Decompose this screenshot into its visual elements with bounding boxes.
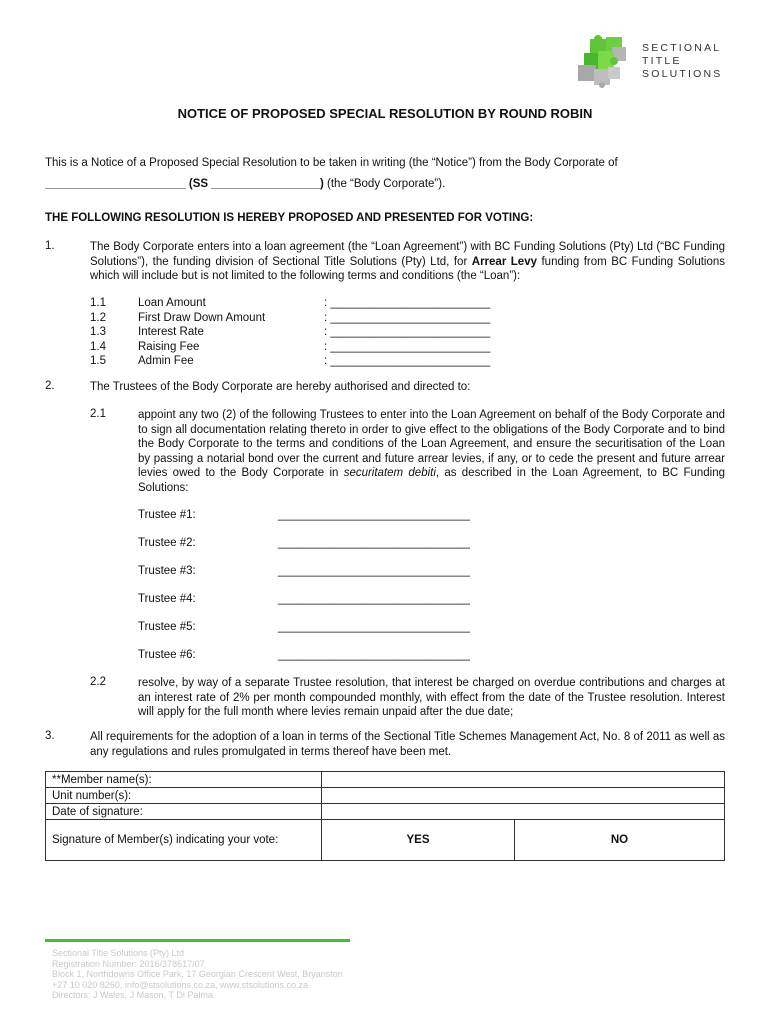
trustee-row: Trustee #4: ______________________________ [138,593,470,605]
item-2-1-text: appoint any two (2) of the following Trustees to enter into the Loan Agreement on behalf of the Body Corporate and to sign all documentation relating thereto in order to give effect to the obligations of the Body Corporate and to bind the Body Corporate to the terms and conditions of the Loan Agreement, and ensure the securitisation of the Loan by passing a notarial bond over the current and future arrear levies, if any, or to cede the present and future arrear levies owed to the Body Corporate in securitatem debiti, as described in the Loan Agreement, to BC Funding Solutions: [138,409,726,494]
loan-term-row: 1.1 Loan Amount : _________________________ [90,297,491,309]
footer-line: Registration Number: 2016/378617/07 [52,958,205,969]
page-title: NOTICE OF PROPOSED SPECIAL RESOLUTION BY ROUND ROBIN [177,106,593,121]
securitatem-debiti-italic: securitatem debiti [343,467,436,479]
loan-term-row: 1.5 Admin Fee : _________________________ [90,355,491,367]
vote-no-cell[interactable]: NO [515,820,725,861]
intro-line-2-tail: (the “Body Corporate”). [323,177,446,190]
item-2-text: The Trustees of the Body Corporate are hereby authorised and directed to: [90,381,471,393]
trustee-3-field[interactable]: ______________________________ [278,565,470,577]
trustee-row: Trustee #2: ______________________________ [138,537,470,549]
item-1-text: The Body Corporate enters into a loan agreement (the “Loan Agreement”) with BC Funding Solutions (Pty) Ltd (“BC Funding Solutions”), the funding division of Sectional Title Solutions (Pty) Ltd, for Arrear Levy funding from BC Funding Solutions which will include but is not limited to the following terms and conditions (the “Loan”): [90,241,726,282]
trustee-6-field[interactable]: ______________________________ [278,649,470,661]
item-2-number: 2. [45,380,55,392]
item-2-2-number: 2.2 [90,676,106,688]
trustee-row: Trustee #5: ______________________________ [138,621,470,633]
loan-term-row: 1.3 Interest Rate : _________________________ [90,326,491,338]
trustee-2-field[interactable]: ______________________________ [278,537,470,549]
interest-rate-field[interactable]: : _________________________ [324,326,491,338]
logo-wordmark [642,42,722,81]
member-vote-table [45,771,725,861]
resolution-heading: THE FOLLOWING RESOLUTION IS HEREBY PROPOSED AND PRESENTED FOR VOTING: [45,212,534,224]
trustee-row: Trustee #6: ______________________________ [138,649,470,661]
admin-fee-field[interactable]: : _________________________ [324,355,491,367]
logo-line-3: SOLUTIONS [642,68,723,80]
member-names-input[interactable] [322,772,725,788]
footer-divider [45,939,350,942]
member-names-label: **Member name(s): [46,772,322,788]
first-draw-down-field[interactable]: : _________________________ [324,311,491,324]
loan-term-row: 1.4 Raising Fee : _________________________ [90,340,491,353]
item-3-number: 3. [45,730,55,742]
logo-line-2: TITLE [642,55,682,67]
logo-puzzle-icon [576,35,632,89]
unit-numbers-input[interactable] [322,788,725,804]
trustee-1-field[interactable]: ______________________________ [278,509,470,521]
loan-amount-field[interactable]: : _________________________ [324,297,491,309]
unit-numbers-label: Unit number(s): [46,788,322,804]
date-of-signature-label: Date of signature: [46,804,322,820]
vote-yes-cell[interactable]: YES [322,820,515,861]
footer-line: Block 1, Northdowns Office Park, 17 Georgian Crescent West, Bryanston [52,969,343,979]
signature-label: Signature of Member(s) indicating your vote: [46,820,322,861]
body-corporate-blank[interactable]: ______________________ (SS _________________) [45,177,324,190]
footer-line: Sectional Title Solutions (Pty) Ltd [52,948,185,958]
trustee-row: Trustee #3: ______________________________ [138,565,470,577]
intro-line-1: This is a Notice of a Proposed Special Resolution to be taken in writing (the “Notice”) from the Body Corporate of [45,157,618,169]
arrear-levy-bold: Arrear Levy [471,255,537,268]
intro-paragraph [45,156,725,191]
trustee-row: Trustee #1: ______________________________ [138,509,470,521]
raising-fee-field[interactable]: : _________________________ [324,340,491,353]
footer-company-details [52,948,343,1001]
item-1-number: 1. [45,240,55,252]
date-of-signature-input[interactable] [322,804,725,820]
footer-line: Directors: J Wales, J Mason, T Di Palma [52,990,213,1000]
loan-term-row: 1.2 First Draw Down Amount : _________________________ [90,311,491,324]
footer-line: +27 10 020 8260, info@stsolutions.co.za, www.stsolutions.co.za [52,979,309,990]
loan-terms-list [90,296,490,369]
trustee-list [138,508,470,676]
logo-line-1: SECTIONAL [642,42,722,54]
trustee-5-field[interactable]: ______________________________ [278,621,470,633]
trustee-4-field[interactable]: ______________________________ [278,593,470,605]
item-2-1-number: 2.1 [90,408,106,420]
item-2-2-text: resolve, by way of a separate Trustee resolution, that interest be charged on overdue contributions and charges at an interest rate of 2% per month compounded monthly, with effect from the date of the Trustee resolution. Interest will apply for the full month where levies remain unpaid after the due date; [138,677,725,718]
item-3-text: All requirements for the adoption of a loan in terms of the Sectional Title Schemes Management Act, No. 8 of 2011 as well as any regulations and rules promulgated in terms thereof have been met. [90,731,725,758]
